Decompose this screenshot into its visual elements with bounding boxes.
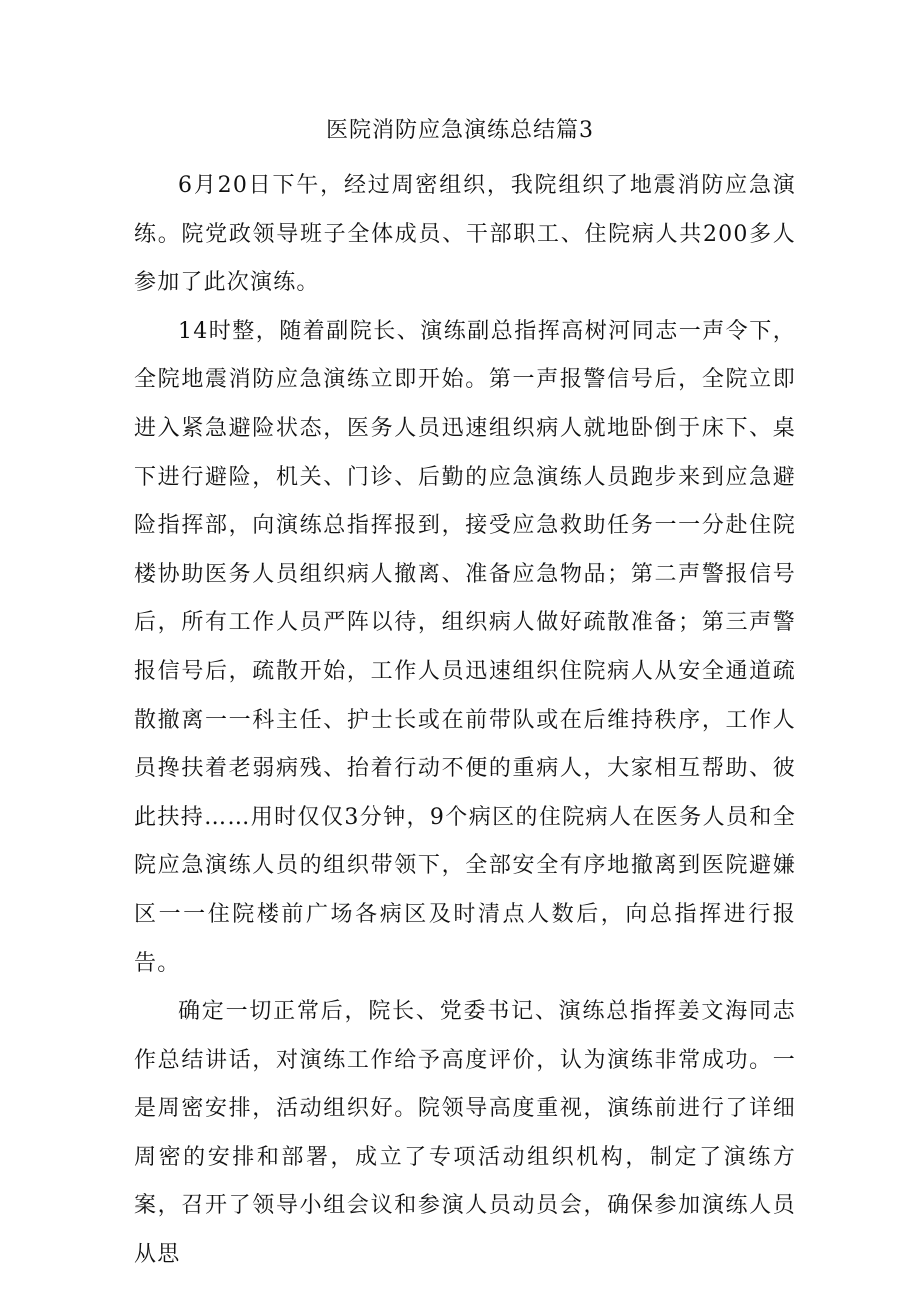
- paragraph-2: 14时整，随着副院长、演练副总指挥高树河同志一声令下，全院地震消防应急演练立即开始。第一声报警信号后，全院立即进入紧急避险状态，医务人员迅速组织病人就地卧倒于床下、桌下进行避险，机关、门诊、后勤的应急演练人员跑步来到应急避险指挥部，向演练总指挥报到，接受应急救助任务一一分赴住院楼协助医务人员组织病人撤离、准备应急物品；第二声警报信号后，所有工作人员严阵以待，组织病人做好疏散准备；第三声警报信号后，疏散开始，工作人员迅速组织住院病人从安全通道疏散撤离一一科主任、护士长或在前带队或在后维持秩序，工作人员搀扶着老弱病残、抬着行动不便的重病人，大家相互帮助、彼此扶持……用时仅仅3分钟，9个病区的住院病人在医务人员和全院应急演练人员的组织带领下，全部安全有序地撤离到医院避嫌区一一住院楼前广场各病区及时清点人数后，向总指挥进行报告。: [134, 318, 796, 976]
- document-body: [134, 162, 796, 1280]
- paragraph-1: 6月20日下午，经过周密组织，我院组织了地震消防应急演练。院党政领导班子全体成员、干部职工、住院病人共200多人参加了此次演练。: [134, 173, 796, 296]
- paragraph-3: 确定一切正常后，院长、党委书记、演练总指挥姜文海同志作总结讲话，对演练工作给予高度评价，认为演练非常成功。一是周密安排，活动组织好。院领导高度重视，演练前进行了详细周密的安排和部署，成立了专项活动组织机构，制定了演练方案，召开了领导小组会议和参演人员动员会，确保参加演练人员从思: [134, 999, 796, 1268]
- document-title: 医院消防应急演练总结篇3: [326, 118, 594, 143]
